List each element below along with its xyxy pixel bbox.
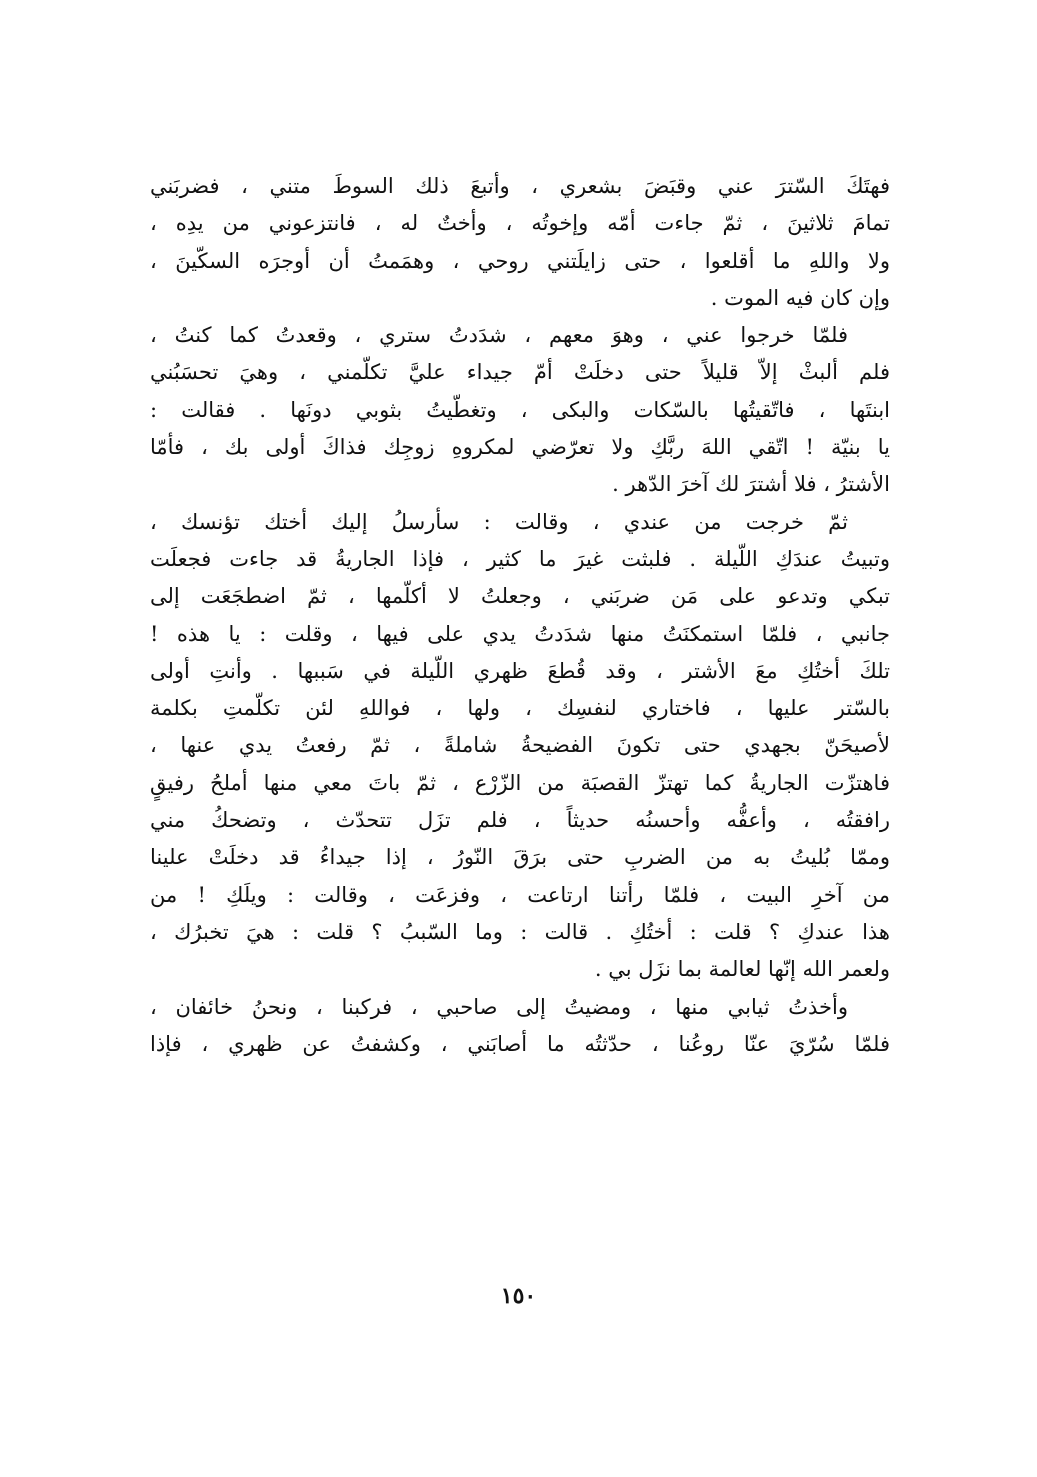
paragraph-first-line: ثمّ خرجت من عندي ، وقالت : سأرسلُ إليك أختك تؤنسك ، [150, 509, 848, 534]
text-line: وممّا بُليتُ به من الضربِ حتى برَقَ النّورُ ، إذا جيداءُ قد دخلَتْ علينا [150, 845, 890, 870]
paragraph-first-line: وأخذتُ ثيابي منها ، ومضيتُ إلى صاحبي ، فركبنا ، ونحنُ خائفان ، [150, 994, 848, 1019]
text-line: وتبيتُ عندَكِ اللّيلة . فلبثت غيرَ ما كثير ، فإذا الجاريةُ قد جاءت فجعلَت [150, 546, 890, 571]
text-line: يا بنيّة ! اتّقي اللهَ ربَّكِ ولا تعرّضي لمكروهِ زوجِك فذاكَ أولى بك ، فأمّا [150, 435, 890, 460]
text-line: فلم ألبثْ إلاّ قليلاً حتى دخلَتْ أمّ جيداء عليَّ تكلّمني ، وهيَ تحسَبُني [150, 360, 890, 385]
text-line: من آخرِ البيت ، فلمّا رأتنا ارتاعت ، وفزعَت ، وقالت : ويلَكِ ! من [150, 882, 890, 907]
text-line: تبكي وتدعو على مَن ضربَني ، وجعلتُ لا أكلّمها ، ثمّ اضطجَعَت إلى [150, 584, 890, 609]
body-text [150, 168, 890, 1063]
text-line: وإن كان فيه الموت . [710, 285, 890, 310]
paragraph-first-line: فلمّا خرجوا عني ، وهوَ معهم ، شدَدتُ ستري ، وقعدتُ كما كنتُ ، [150, 323, 848, 348]
text-line: تلكَ أختُكِ معَ الأشتر ، وقد قُطعَ ظهري اللّيلة في سَببها . وأنتِ أولى [150, 658, 890, 683]
text-line: رافقتُه ، وأعفُّه وأحسنُه حديثاً ، فلم تزَل تتحدّث ، وتضحكُ مني [150, 808, 890, 833]
text-line: ابنتَها ، فاتّقيتُها بالسّكات والبكى ، وتغطّيتُ بثوبي دونَها . فقالت : [150, 397, 890, 422]
page-number: ١٥٠ [500, 1283, 537, 1309]
text-line: الأشترُ ، فلا أشترَ لك آخرَ الدّهر . [612, 472, 890, 497]
text-line: ولا واللهِ ما أقلعوا ، حتى زايلَتني روحي ، وهمَمتُ أن أوجرَه السكّينَ ، [150, 248, 890, 273]
text-line: ولعمر الله إنّها لعالمة بما نزَل بي . [594, 957, 890, 982]
text-line: تمامَ ثلاثينَ ، ثمّ جاءت أمّه وإخوتُه ، وأختٌ له ، فانتزعوني من يدِه ، [150, 211, 890, 236]
text-line: لأصيحَنّ بجهدي حتى تكونَ الفضيحةُ شاملةً ، ثمّ رفعتُ يدي عنها ، [150, 733, 890, 758]
text-line: فلمّا سُرّيَ عنّا روعُنا ، حدّثتُه ما أصابَني ، وكشفتُ عن ظهري ، فإذا [150, 1031, 890, 1056]
text-line: هذا عندكِ ؟ قلت : أختُكِ . قالت : وما السّببُ ؟ قلت : هيَ تخبرُك ، [150, 919, 890, 944]
text-line: جانبي ، فلمّا استمكنَتُ منها شدَدتُ يدي على فيها ، وقلت : يا هذه ! [150, 621, 890, 646]
text-line: بالسّتر عليها ، فاختاري لنفسِك ، ولها ، فواللهِ لئن تكلّمتِ بكلمة [150, 696, 890, 721]
text-line: فاهتزّت الجاريةُ كما تهتزّ القصبَة من الزّرْع ، ثمّ باتَ معي منها أملحُ رفيقٍ [150, 770, 890, 795]
text-line: فهتَكَ السّترَ عني وقبَضَ بشعري ، وأتبعَ ذلك السوطَ متني ، فضربَني [150, 174, 890, 198]
